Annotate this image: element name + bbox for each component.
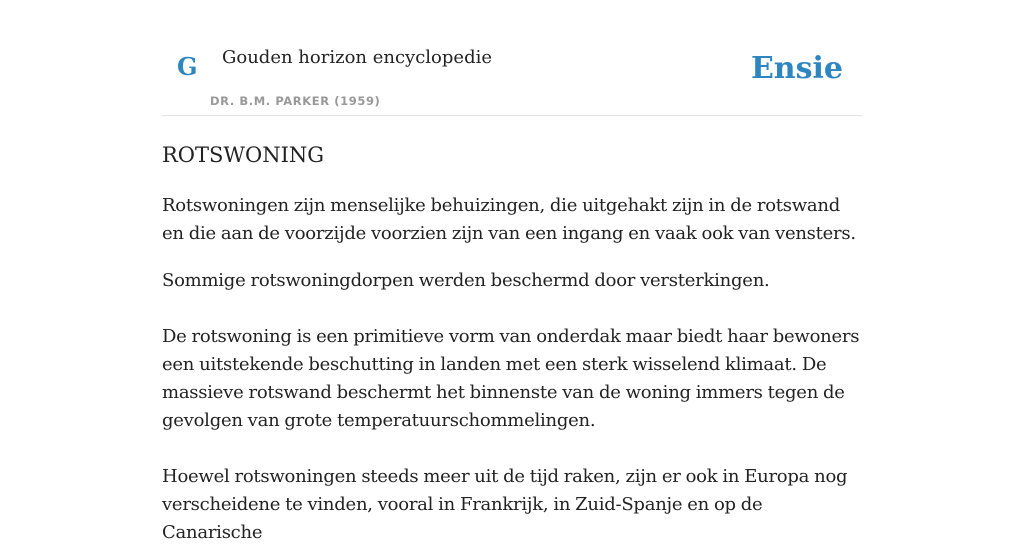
entry-title: ROTSWONING [162,143,325,167]
entry-content [162,140,862,547]
entry-paragraph: De rotswoning is een primitieve vorm van onderdak maar biedt haar bewoners een uitstekende beschutting in landen met een sterk wisselend klimaat. De massieve rotswand beschermt het binnenste van de woning immers tegen de gevolgen van grote temperatuurschommelingen. [162,326,860,431]
ensie-logo-link[interactable]: Ensie [750,51,843,86]
book-logo-icon[interactable]: G [177,52,198,81]
book-title-link[interactable]: Gouden horizon encyclopedie [222,47,492,68]
book-author: DR. B.M. PARKER (1959) [210,94,381,108]
entry-paragraph: Hoewel rotswoningen steeds meer uit de tijd raken, zijn er ook in Europa nog verscheidene te vinden, vooral in Frankrijk, in Zuid-Spanje en op de Canarische [162,466,848,543]
header [162,0,862,116]
entry-paragraph: Sommige rotswoningdorpen werden beschermd door versterkingen. [162,270,770,291]
entry-paragraph: Rotswoningen zijn menselijke behuizingen, die uitgehakt zijn in de rotswand en die aan de voorzijde voorzien zijn van een ingang en vaak ook van vensters. [162,195,856,244]
